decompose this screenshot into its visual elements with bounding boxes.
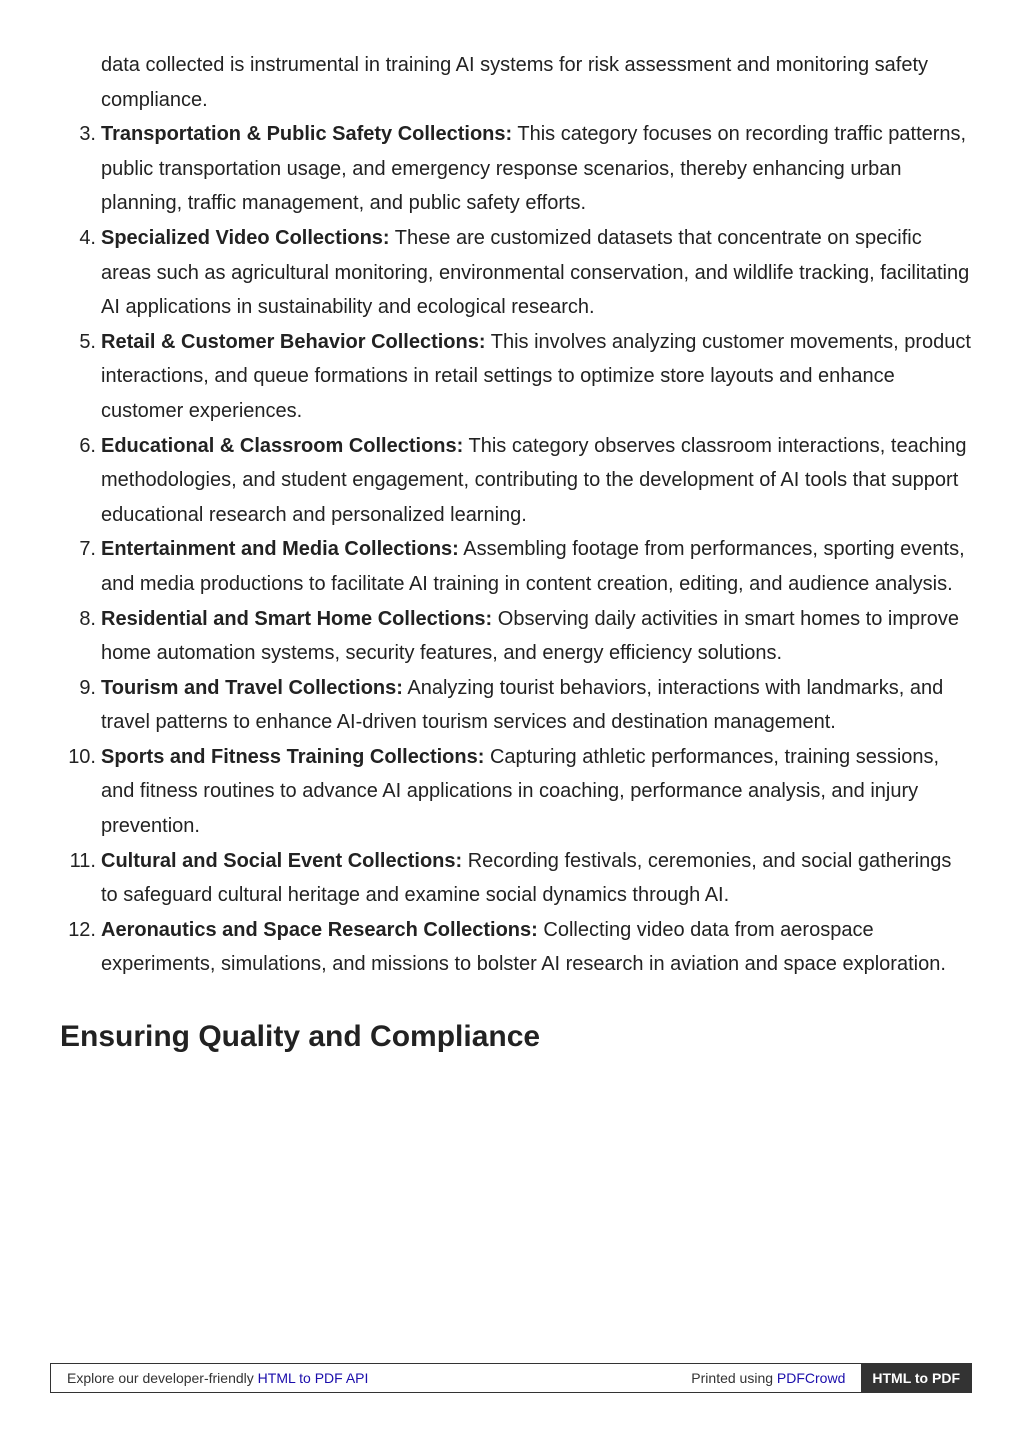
list-item (68, 913, 971, 982)
list-item-text: Collecting video data from aerospace experiments, simulations, and missions to bolster AI research in aviation and space exploration. (101, 918, 946, 976)
continuation-paragraph: data collected is instrumental in training AI systems for risk assessment and monitoring safety compliance. (101, 54, 929, 111)
list-item (69, 844, 971, 913)
list-item-text: This category observes classroom interactions, teaching methodologies, and student engagement, contributing to the development of AI tools that support educational research and personalized learning. (101, 434, 967, 526)
list-item-text: These are customized datasets that concentrate on specific areas such as agricultural monitoring, environmental conservation, and wildlife tracking, facilitating AI applications in sustainability and ecological research. (101, 226, 970, 319)
list-item-number: 8. (79, 607, 96, 630)
list-item-text: Analyzing tourist behaviors, interactions with landmarks, and travel patterns to enhance AI-driven tourism services and destination management. (101, 676, 944, 734)
list-item-number: 11. (69, 849, 96, 872)
list-item-title: Sports and Fitness Training Collections: (101, 745, 485, 768)
list-item-number: 12. (68, 918, 96, 941)
list-item-number: 7. (79, 538, 96, 561)
print-footer (50, 1363, 972, 1393)
footer-right (691, 1370, 861, 1386)
list-item-title: Retail & Customer Behavior Collections: (101, 330, 486, 353)
list-item-title: Transportation & Public Safety Collections: (101, 123, 513, 146)
list-item (79, 429, 971, 533)
list-item-number: 3. (79, 123, 96, 146)
list-item (79, 325, 971, 429)
section-heading: Ensuring Quality and Compliance (60, 1020, 541, 1054)
list-item-number: 10. (68, 745, 96, 768)
list-item-title: Specialized Video Collections: (101, 226, 390, 249)
list-item-number: 5. (79, 330, 96, 353)
list-item (68, 740, 971, 844)
footer-left (51, 1370, 691, 1386)
list-item-text: Observing daily activities in smart homes to improve home automation systems, security features, and energy efficiency solutions. (101, 607, 960, 665)
list-item (79, 221, 971, 325)
list-item-title: Educational & Classroom Collections: (101, 434, 464, 457)
document-body (0, 48, 1024, 1057)
collection-type-list (0, 117, 1024, 982)
list-item-text: Recording festivals, ceremonies, and social gatherings to safeguard cultural heritage and examine social dynamics through AI. (101, 849, 952, 907)
list-item-text: Capturing athletic performances, training sessions, and fitness routines to advance AI applications in coaching, performance analysis, and injury prevention. (101, 745, 940, 838)
list-item-title: Residential and Smart Home Collections: (101, 607, 493, 630)
footer-right-text: Printed using (691, 1370, 774, 1386)
list-item-title: Tourism and Travel Collections: (101, 676, 403, 699)
list-item-number: 9. (79, 676, 96, 699)
list-item-text: This category focuses on recording traffic patterns, public transportation usage, and emergency response scenarios, thereby enhancing urban planning, traffic management, and public safety efforts. (101, 123, 967, 215)
list-item-text: This involves analyzing customer movements, product interactions, and queue formations in retail settings to optimize store layouts and enhance customer experiences. (101, 330, 971, 422)
list-item (79, 117, 971, 221)
list-item (79, 532, 971, 601)
list-item-text: Assembling footage from performances, sporting events, and media productions to facilitate AI training in content creation, editing, and audience analysis. (101, 538, 965, 595)
list-item (79, 602, 971, 671)
list-item (79, 671, 971, 740)
list-item-number: 4. (79, 226, 96, 249)
html-to-pdf-api-link[interactable]: HTML to PDF API (257, 1370, 369, 1386)
list-item-number: 6. (79, 434, 96, 457)
list-item-title: Aeronautics and Space Research Collections: (101, 918, 538, 941)
html-to-pdf-badge[interactable]: HTML to PDF (861, 1364, 971, 1392)
list-item-title: Entertainment and Media Collections: (101, 538, 459, 561)
list-item-title: Cultural and Social Event Collections: (101, 849, 463, 872)
footer-left-text: Explore our developer-friendly (67, 1370, 254, 1386)
pdfcrowd-link[interactable]: PDFCrowd (776, 1370, 846, 1386)
